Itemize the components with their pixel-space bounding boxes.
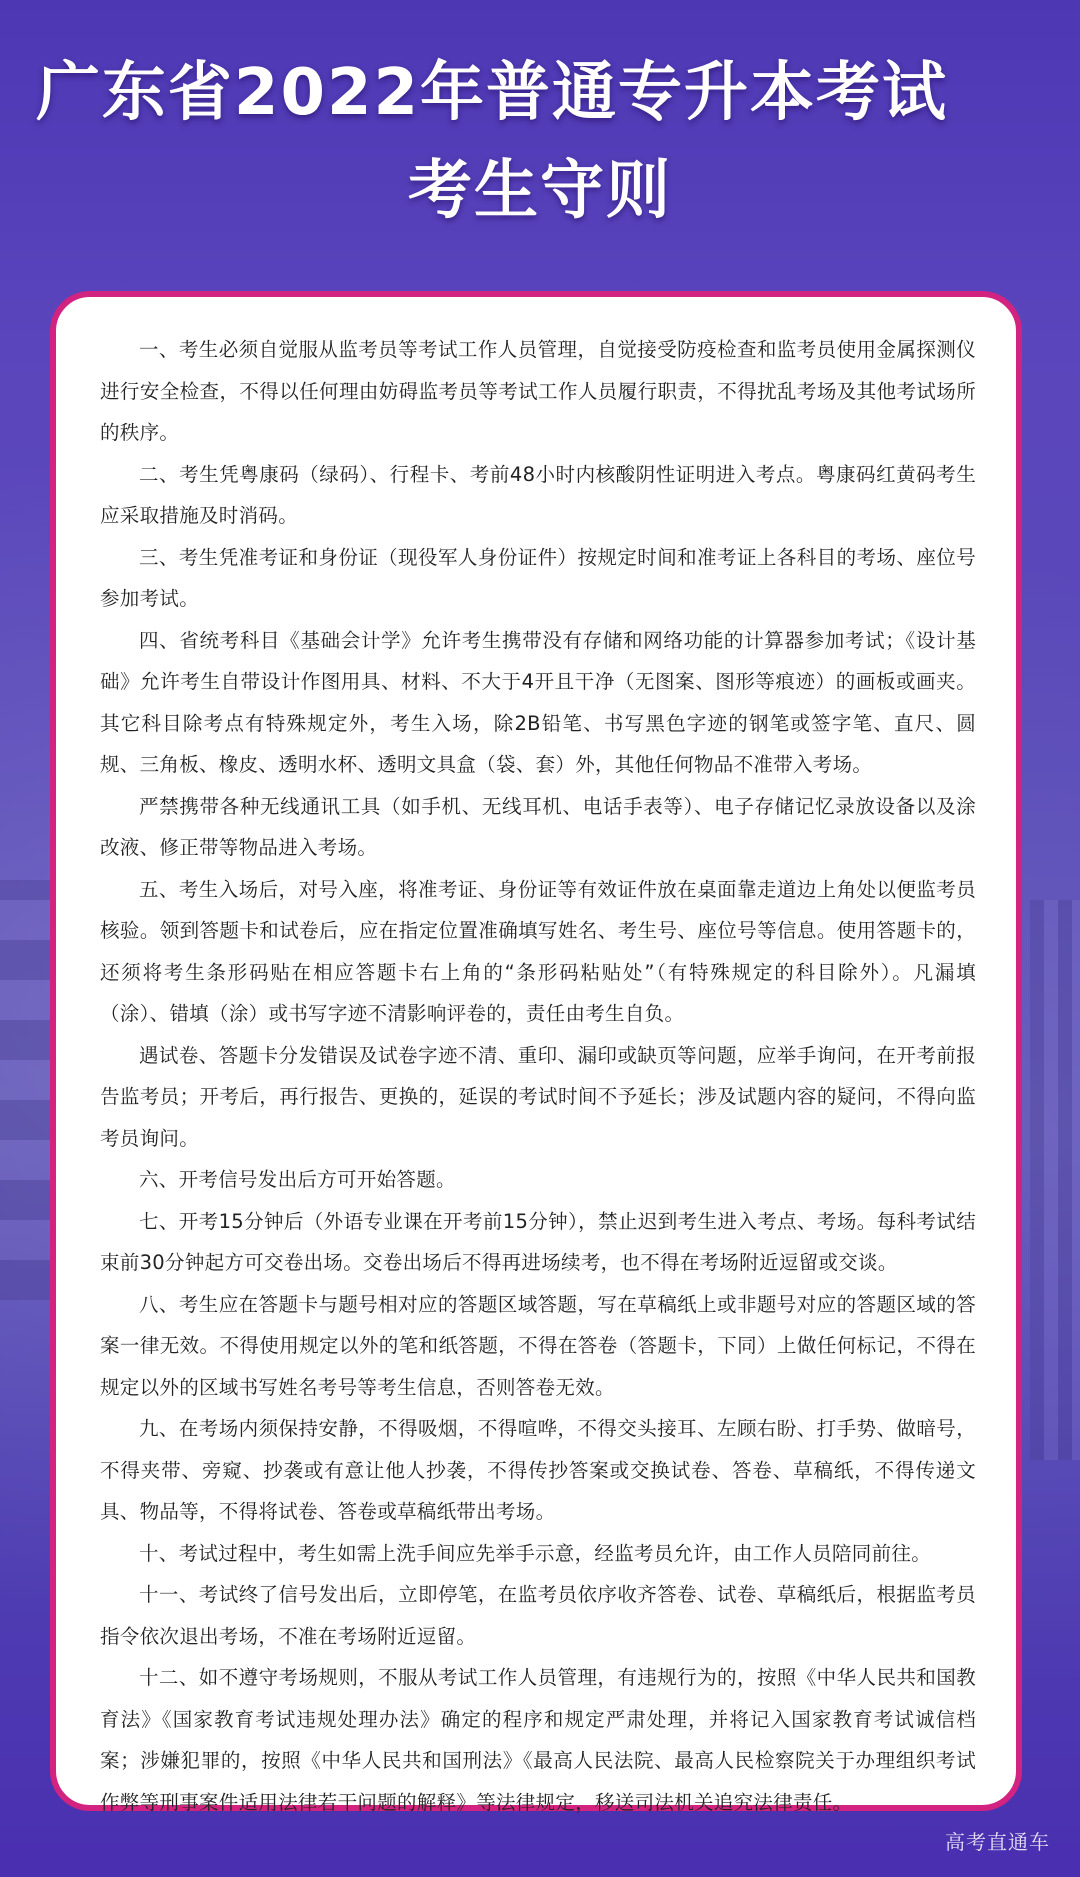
rule-paragraph-9: 九、在考场内须保持安静，不得吸烟，不得喧哗，不得交头接耳、左顾右盼、打手势、做暗号，不得夹带、旁窥、抄袭或有意让他人抄袭，不得传抄答案或交换试卷、答卷、草稿纸，不得传递文具、物品等，不得将试卷、答卷或草稿纸带出考场。	[100, 1417, 976, 1523]
rule-paragraph-5: 五、考生入场后，对号入座，将准考证、身份证等有效证件放在桌面靠走道边上角处以便监考员核验。领到答题卡和试卷后，应在指定位置准确填写姓名、考生号、座位号等信息。使用答题卡的，还须将考生条形码贴在相应答题卡右上角的“条形码粘贴处”（有特殊规定的科目除外）。凡漏填（涂）、错填（涂）或书写字迹不清影响评卷的，责任由考生自负。	[100, 877, 976, 1025]
rule-paragraph-6: 六、开考信号发出后方可开始答题。	[139, 1168, 456, 1191]
rule-paragraph-3: 三、考生凭准考证和身份证（现役军人身份证件）按规定时间和准考证上各科目的考场、座位号参加考试。	[100, 545, 976, 610]
background-building-right	[1030, 900, 1080, 1460]
rule-paragraph-8: 八、考生应在答题卡与题号相对应的答题区域答题，写在草稿纸上或非题号对应的答题区域的答案一律无效。不得使用规定以外的笔和纸答题，不得在答卷（答题卡，下同）上做任何标记，不得在规定以外的区域书写姓名考号等考生信息，否则答卷无效。	[100, 1292, 976, 1399]
rule-paragraph-7: 七、开考15分钟后（外语专业课在开考前15分钟），禁止迟到考生进入考点、考场。每科考试结束前30分钟起方可交卷出场。交卷出场后不得再进场续考，也不得在考场附近逗留或交谈。	[100, 1209, 976, 1274]
watermark-text: 高考直通车	[945, 1830, 1050, 1854]
rule-paragraph-4-supplement: 严禁携带各种无线通讯工具（如手机、无线耳机、电话手表等）、电子存储记忆录放设备以及涂改液、修正带等物品进入考场。	[100, 794, 976, 859]
rule-paragraph-12: 十二、如不遵守考场规则，不服从考试工作人员管理，有违规行为的，按照《中华人民共和国教育法》《国家教育考试违规处理办法》确定的程序和规定严肃处理，并将记入国家教育考试诚信档案；涉嫌犯罪的，按照《中华人民共和国刑法》《最高人民法院、最高人民检察院关于办理组织考试作弊等刑事案件适用法律若干问题的解释》等法律规定，移送司法机关追究法律责任。	[100, 1666, 976, 1814]
page-title-line-1: 广东省2022年普通专升本考试	[35, 56, 949, 130]
rule-paragraph-1: 一、考生必须自觉服从监考员等考试工作人员管理，自觉接受防疫检查和监考员使用金属探测仪进行安全检查，不得以任何理由妨碍监考员等考试工作人员履行职责，不得扰乱考场及其他考试场所的秩序。	[100, 338, 976, 444]
rules-card	[50, 291, 1022, 1814]
rule-paragraph-10: 十、考试过程中，考生如需上洗手间应先举手示意，经监考员允许，由工作人员陪同前往。	[139, 1541, 932, 1565]
rule-paragraph-4: 四、省统考科目《基础会计学》允许考生携带没有存储和网络功能的计算器参加考试；《设计基础》允许考生自带设计作图用具、材料、不大于4开且干净（无图案、图形等痕迹）的画板或画夹。其它科目除考点有特殊规定外，考生入场，除2B铅笔、书写黑色字迹的钢笔或签字笔、直尺、圆规、三角板、橡皮、透明水杯、透明文具盒（袋、套）外，其他任何物品不准带入考场。	[100, 628, 976, 776]
rule-paragraph-5-supplement: 遇试卷、答题卡分发错误及试卷字迹不清、重印、漏印或缺页等问题，应举手询问，在开考前报告监考员；开考后，再行报告、更换的，延误的考试时间不予延长；涉及试题内容的疑问，不得向监考员询问。	[100, 1043, 976, 1150]
rule-paragraph-2: 二、考生凭粤康码（绿码）、行程卡、考前48小时内核酸阴性证明进入考点。粤康码红黄码考生应采取措施及时消码。	[100, 462, 976, 527]
rule-paragraph-11: 十一、考试终了信号发出后，立即停笔，在监考员依序收齐答卷、试卷、草稿纸后，根据监考员指令依次退出考场，不准在考场附近逗留。	[100, 1583, 976, 1648]
page-title-line-2: 考生守则	[408, 154, 672, 228]
